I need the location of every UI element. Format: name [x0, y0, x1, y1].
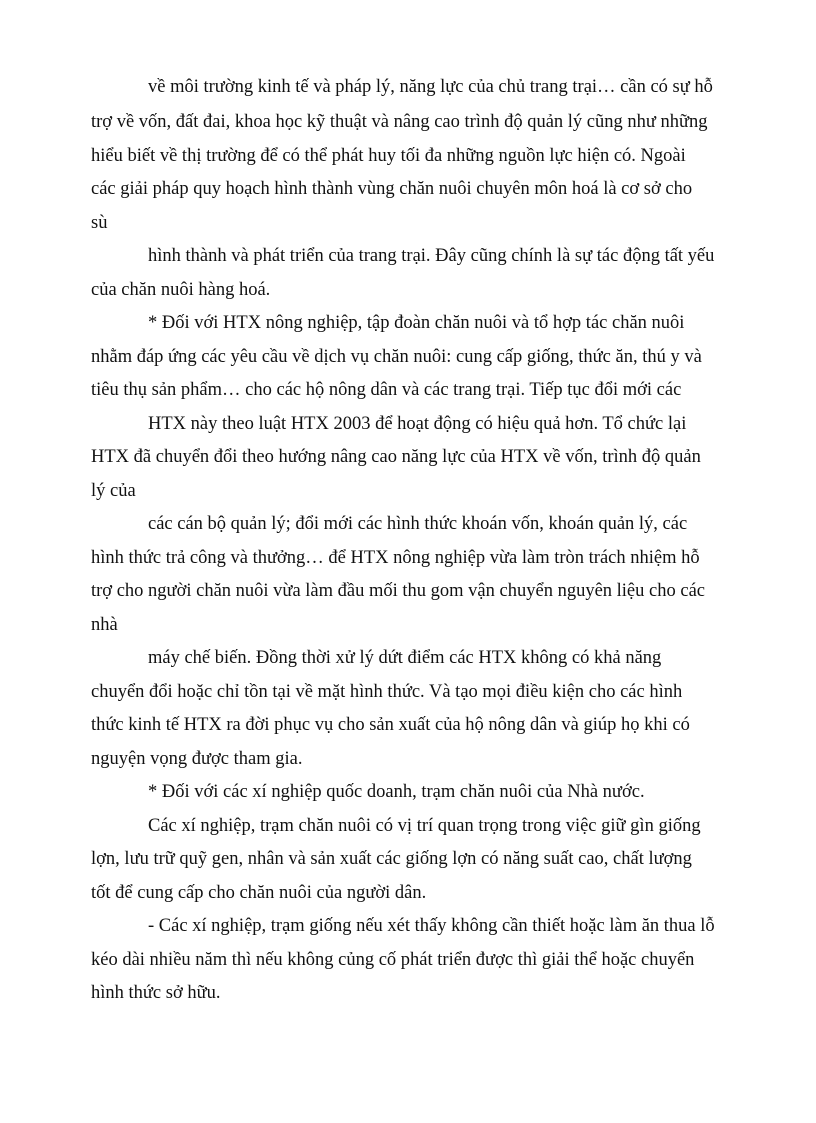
text-line: * Đối với HTX nông nghiệp, tập đoàn chăn nuôi và tổ hợp tác chăn nuôi	[148, 313, 685, 333]
text-line: hình thức sở hữu.	[91, 983, 221, 1003]
text-line: tiêu thụ sản phẩm… cho các hộ nông dân và các trang trại. Tiếp tục đổi mới các	[91, 380, 682, 400]
text-line: lý của	[91, 481, 136, 501]
text-line: nhằm đáp ứng các yêu cầu về dịch vụ chăn nuôi: cung cấp giống, thức ăn, thú y và	[91, 347, 702, 367]
text-line: nhà	[91, 615, 118, 635]
text-line: trợ về vốn, đất đai, khoa học kỹ thuật và nâng cao trình độ quản lý cũng như những	[91, 112, 708, 132]
text-line: máy chế biến. Đồng thời xử lý dứt điểm các HTX không có khả năng	[148, 648, 662, 668]
text-line: của chăn nuôi hàng hoá.	[91, 280, 271, 300]
text-line: hình thành và phát triển của trang trại. Đây cũng chính là sự tác động tất yếu	[148, 246, 715, 266]
text-line: các cán bộ quản lý; đổi mới các hình thức khoán vốn, khoán quản lý, các	[148, 514, 688, 534]
text-line: thức kinh tế HTX ra đời phục vụ cho sản xuất của hộ nông dân và giúp họ khi có	[91, 715, 690, 735]
text-line: lợn, lưu trữ quỹ gen, nhân và sản xuất các giống lợn có năng suất cao, chất lượng	[91, 849, 692, 869]
text-line: HTX đã chuyển đổi theo hướng nâng cao năng lực của HTX về vốn, trình độ quản	[91, 447, 701, 467]
text-line: - Các xí nghiệp, trạm giống nếu xét thấy không cần thiết hoặc làm ăn thua lỗ	[148, 916, 715, 936]
text-line: các giải pháp quy hoạch hình thành vùng chăn nuôi chuyên môn hoá là cơ sở cho	[91, 179, 693, 199]
text-line: hình thức trả công và thưởng… để HTX nông nghiệp vừa làm tròn trách nhiệm hỗ	[91, 548, 700, 568]
text-line: Các xí nghiệp, trạm chăn nuôi có vị trí quan trọng trong việc giữ gìn giống	[148, 816, 701, 836]
text-line: hiểu biết về thị trường để có thể phát huy tối đa những nguồn lực hiện có. Ngoài	[91, 146, 686, 166]
text-line: kéo dài nhiều năm thì nếu không củng cố phát triển được thì giải thể hoặc chuyển	[91, 950, 695, 970]
text-line: về môi trường kinh tế và pháp lý, năng lực của chủ trang trại… cần có sự hỗ	[148, 77, 713, 97]
text-line: chuyển đổi hoặc chỉ tồn tại về mặt hình thức. Và tạo mọi điều kiện cho các hình	[91, 682, 683, 702]
text-line: sù	[91, 213, 108, 233]
text-line: nguyện vọng được tham gia.	[91, 749, 303, 769]
text-line: * Đối với các xí nghiệp quốc doanh, trạm chăn nuôi của Nhà nước.	[148, 782, 645, 802]
text-line: tốt để cung cấp cho chăn nuôi của người dân.	[91, 883, 427, 903]
text-line: trợ cho người chăn nuôi vừa làm đầu mối thu gom vận chuyển nguyên liệu cho các	[91, 581, 705, 601]
text-line: HTX này theo luật HTX 2003 để hoạt động có hiệu quả hơn. Tổ chức lại	[148, 414, 687, 434]
